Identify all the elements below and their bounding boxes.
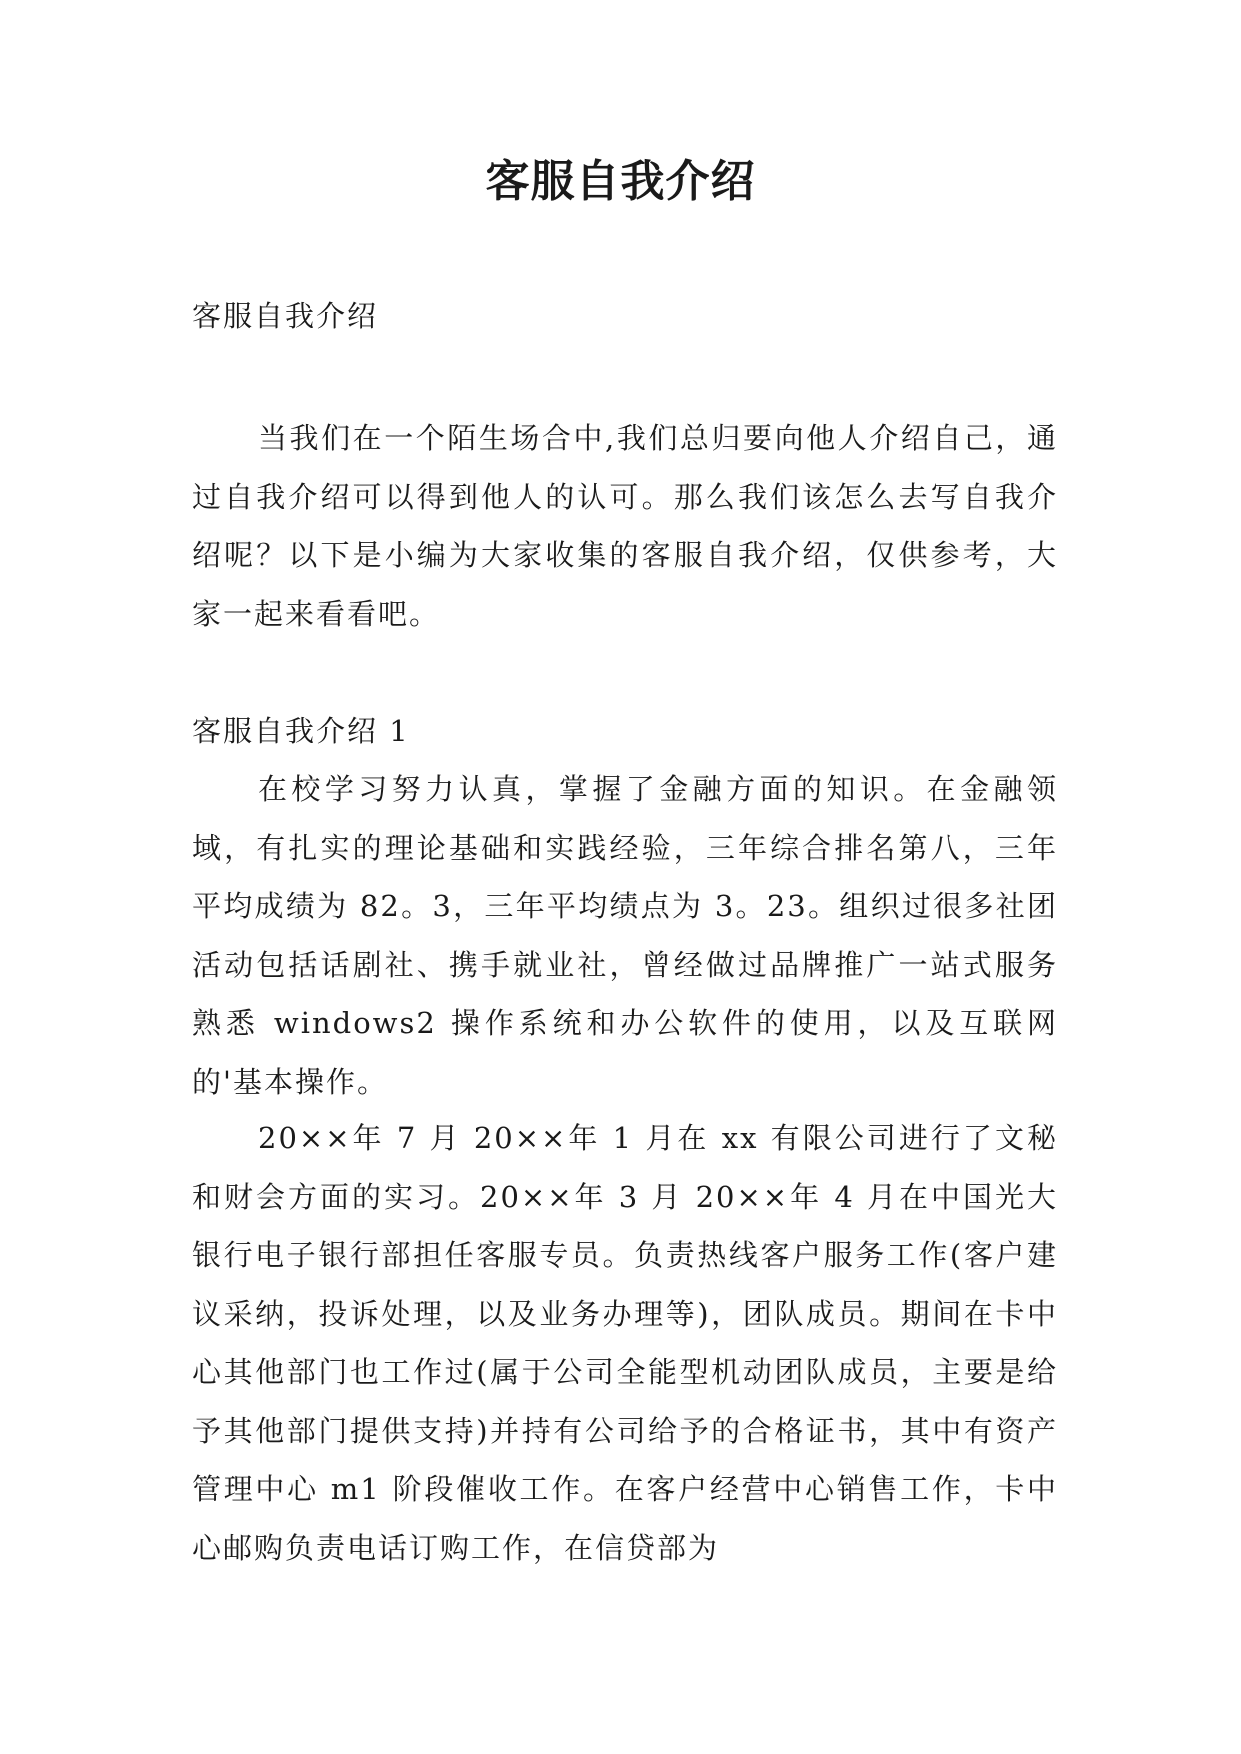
intro-paragraph: 当我们在一个陌生场合中,我们总归要向他人介绍自己，通过自我介绍可以得到他人的认可。那么我们该怎么去写自我介绍呢？以下是小编为大家收集的客服自我介绍，仅供参考，大家一起来看看吧。 (192, 421, 1058, 631)
document-subtitle: 客服自我介绍 (192, 299, 379, 333)
body-paragraph-2: 20××年 7 月 20××年 1 月在 xx 有限公司进行了文秘和财会方面的实习。20××年 3 月 20××年 4 月在中国光大银行电子银行部担任客服专员。负责热线客户服务工作(客户建议采纳，投诉处理，以及业务办理等)，团队成员。期间在卡中心其他部门也工作过(属于公司全能型机动团队成员，主要是给予其他部门提供支持)并持有公司给予的合格证书，其中有资产管理中心 m1 阶段催收工作。在客户经营中心销售工作，卡中心邮购负责电话订购工作，在信贷部为 (192, 1121, 1058, 1565)
document-title: 客服自我介绍 (485, 156, 756, 207)
body-paragraph-1: 在校学习努力认真，掌握了金融方面的知识。在金融领域，有扎实的理论基础和实践经验，三年综合排名第八，三年平均成绩为 82。3，三年平均绩点为 3。23。组织过很多社团活动包括话剧社、携手就业社，曾经做过品牌推广一站式服务熟悉 windows2 操作系统和办公软件的使用，以及互联网的'基本操作。 (192, 772, 1058, 1099)
section-heading: 客服自我介绍 1 (192, 714, 410, 748)
